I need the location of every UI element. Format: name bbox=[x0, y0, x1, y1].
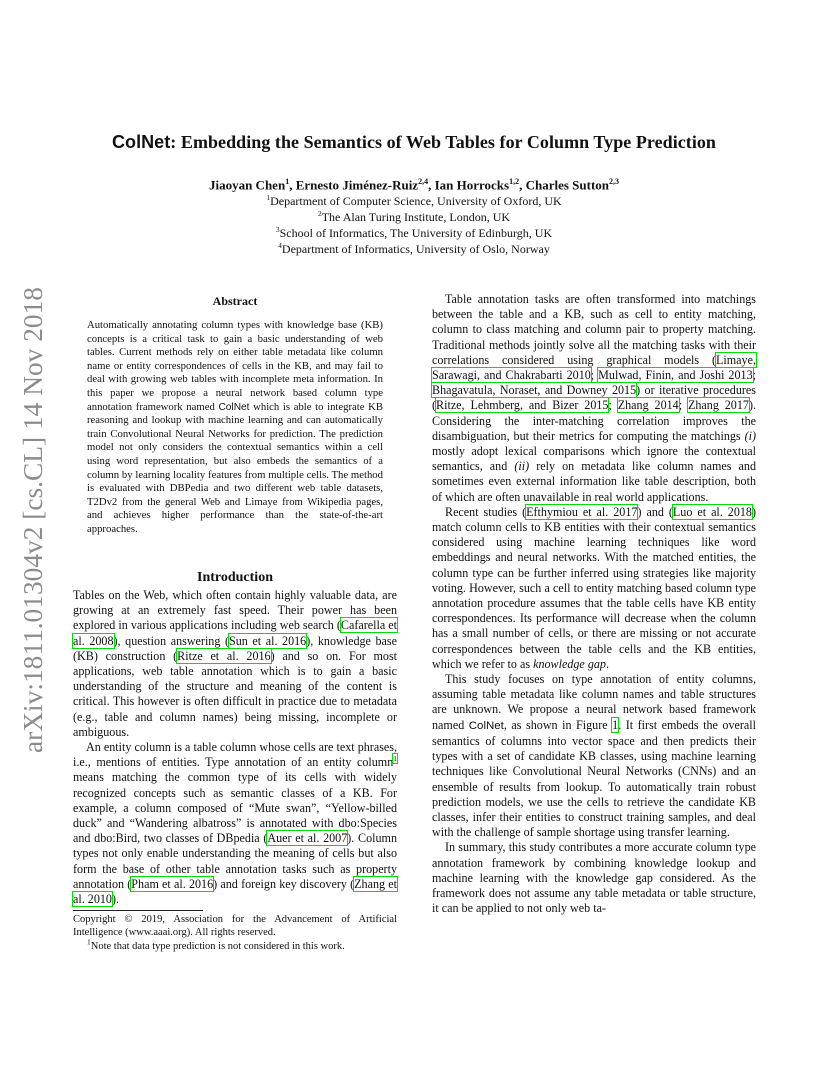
citation-link[interactable]: Mulwad, Finin, and Joshi 2013 bbox=[598, 368, 753, 383]
paragraph: An entity column is a table column whose cells are text phrases, i.e., mentions of entities. Type annotation of an entity column$^1$ means matching the common type of its cells with widely recognized concepts such as semantic classes of a KB. For example, a column composed of “Mute swan”, “Yellow-billed duck” and “Wandering albatross” is annotated with dbo:Species and dbo:Bird, two classes of DBpedia (Auer et al. 2007). Column types not only enable understanding the meaning of cells but also form the base of other table annotation tasks such as property annotation (Pham et al. 2016) and foreign key discovery (Zhang et al. 2010). bbox=[73, 740, 397, 907]
arxiv-identifier-text: arXiv:1811.01304v2 [cs.CL] 14 Nov 2018 bbox=[18, 293, 48, 753]
citation-link[interactable]: Limaye, Sarawagi, and Chakrabarti 2010 bbox=[432, 352, 756, 383]
author-affiliation-mark: 1 bbox=[285, 177, 290, 186]
affiliation-line: $^4$Department of Informatics, University of Oslo, Norway bbox=[278, 241, 550, 256]
paragraph: Recent studies (Efthymiou et al. 2017) and (Luo et al. 2018) match column cells to KB entities with their contextual semantics considered using machine learning techniques like word embeddings and neural networks. With the matched entities, the column type can be further inferred using strategies like majority voting. However, such a cell to entity matching based column type annotation procedure assumes that the table cells have KB entity correspondences. Its performance will decrease when the column has a small number of cells, or there are missing or not accurate correspondences between the table cells and the KB entities, which we refer to as knowledge gap. bbox=[432, 504, 757, 671]
footnote-link[interactable]: 1 bbox=[393, 754, 397, 764]
paragraph: This study focuses on type annotation of entity columns, assuming table metadata like column names and table structures are unknown. We propose a neural network based framework named ColNet, as shown in Figure 1. It first embeds the overall semantics of columns into vector space and then predicts their types with a set of candidate KB classes, using machine learning techniques like Convolutional Neural Networks (CNNs) and an ensemble of results from lookup. To automatically train robust prediction models, we use the cells to retrieve the candidate KB classes, infer their entities to construct training samples, and deal with the challenge of sample shortage using transfer learning. bbox=[432, 672, 756, 840]
paragraph: Tables on the Web, which often contain highly valuable data, are growing at an extremely fast speed. Their power has been explored in various applications including web search (Cafarella et al. 2008), question answering (Sun et al. 2016), knowledge base (KB) construction (Ritze et al. 2016) and so on. For most applications, web table annotation which is to gain a basic understanding of the structure and meaning of the content is critical. This however is often difficult in practice due to metadata (e.g., table and column names) being missing, incomplete or ambiguous. bbox=[73, 588, 398, 739]
citation-link[interactable]: Ritze, Lehmberg, and Bizer 2015 bbox=[436, 398, 609, 413]
affiliation-line: $^3$School of Informatics, The University of Edinburgh, UK bbox=[275, 225, 553, 240]
author-affiliation-mark: 2,3 bbox=[609, 177, 620, 186]
abstract-heading: Abstract bbox=[212, 294, 258, 308]
citation-link[interactable]: Zhang et al. 2010 bbox=[73, 876, 397, 907]
system-name: ColNet bbox=[218, 401, 250, 413]
citation-link[interactable]: Pham et al. 2016 bbox=[131, 876, 214, 891]
author-name: Charles Sutton bbox=[525, 177, 610, 193]
author-list: Jiaoyan Chen$^1$, Ernesto Jiménez-Ruiz$^{2,4}$, Ian Horrocks$^{1,2}$, Charles Sutton$^{2,3}$ bbox=[208, 177, 620, 193]
citation-link[interactable]: Efthymiou et al. 2017 bbox=[526, 504, 638, 519]
citation-link[interactable]: Bhagavatula, Noraset, and Downey 2015 bbox=[432, 383, 637, 398]
citation-link[interactable]: Cafarella et al. 2008 bbox=[73, 618, 397, 648]
footnote-mark: 1 bbox=[87, 937, 91, 947]
author-name: Jiaoyan Chen bbox=[208, 177, 286, 193]
system-name: ColNet bbox=[468, 719, 504, 732]
title-text: : Embedding the Semantics of Web Tables for Column Type Prediction bbox=[170, 132, 716, 152]
abstract-text: Automatically annotating column types with knowledge base (KB) concepts is a critical task to gain a basic understanding of web tables. Current methods rely on either table metadata like column name or entity correspondences of cells in the KB, and may fail to deal with growing web tables with incomplete meta information. In this paper we propose a neural network based column type annotation framework named ColNet which is able to integrate KB reasoning and lookup with machine learning and can automatically train Convolutional Neural Networks for prediction. The prediction model not only considers the contextual semantics within a cell using word representation, but also embeds the semantics of a column by learning locality features from multiple cells. The method is evaluated with DBPedia and two different web table datasets, T2Dv2 from the general Web and Limaye from Wikipedia pages, and achieves higher performance than the state-of-the-art approaches. bbox=[87, 319, 383, 535]
footnote: $^1$Note that data type prediction is not considered in this work. bbox=[87, 937, 345, 952]
paragraph: Table annotation tasks are often transformed into matchings between the table and a KB, such as cell to entity matching, column to class matching and column pair to property matching. Traditional methods jointly solve all the matching tasks with their correlations considered using graphical models (Limaye, Sarawagi, and Chakrabarti 2010; Mulwad, Finin, and Joshi 2013; Bhagavatula, Noraset, and Downey 2015) or iterative procedures (Ritze, Lehmberg, and Bizer 2015; Zhang 2014; Zhang 2017). Considering the inter-matching correlation improves the disambiguation, but their metrics for computing the matchings (i) mostly adopt lexical comparisons which ignore the contextual semantics, and (ii) rely on metadata like column names and sometimes even external information like table description, both of which are often unavailable in real world applications. bbox=[432, 292, 757, 504]
right-text-column bbox=[432, 292, 756, 916]
author-name: Ernesto Jiménez-Ruiz bbox=[295, 177, 419, 193]
paragraph: In summary, this study contributes a more accurate column type annotation framework by combining knowledge lookup and machine learning with the knowledge gap considered. As the framework does not assume any table metadata or table structure, it can be applied to not only web ta- bbox=[432, 840, 756, 916]
title-system-name: ColNet bbox=[111, 132, 171, 152]
author-affiliation-mark: 2,4 bbox=[418, 177, 429, 186]
citation-link[interactable]: Sun et al. 2016 bbox=[229, 633, 307, 648]
footnote-divider bbox=[73, 910, 203, 911]
paper-title bbox=[0, 132, 828, 153]
author-affiliation-mark: 1,2 bbox=[509, 177, 520, 186]
author-name: Ian Horrocks bbox=[434, 177, 510, 193]
arxiv-identifier-stamp bbox=[12, 284, 50, 756]
left-text-column bbox=[73, 588, 397, 907]
citation-link[interactable]: Zhang 2017 bbox=[687, 398, 749, 413]
figure-link[interactable]: 1 bbox=[612, 717, 619, 732]
citation-link[interactable]: Ritze et al. 2016 bbox=[177, 648, 271, 663]
citation-link[interactable]: Auer et al. 2007 bbox=[267, 831, 348, 846]
citation-link[interactable]: Zhang 2014 bbox=[617, 398, 679, 413]
citation-link[interactable]: Luo et al. 2018 bbox=[672, 504, 752, 519]
affiliation-line: $^2$The Alan Turing Institute, London, UK bbox=[317, 209, 511, 224]
section-heading-introduction: Introduction bbox=[197, 570, 273, 585]
affiliation-line: $^1$Department of Computer Science, University of Oxford, UK bbox=[266, 193, 562, 208]
copyright-notice: Copyright © 2019, Association for the Advancement of Artificial Intelligence (www.aaai.org). All rights reserved. bbox=[73, 914, 397, 939]
